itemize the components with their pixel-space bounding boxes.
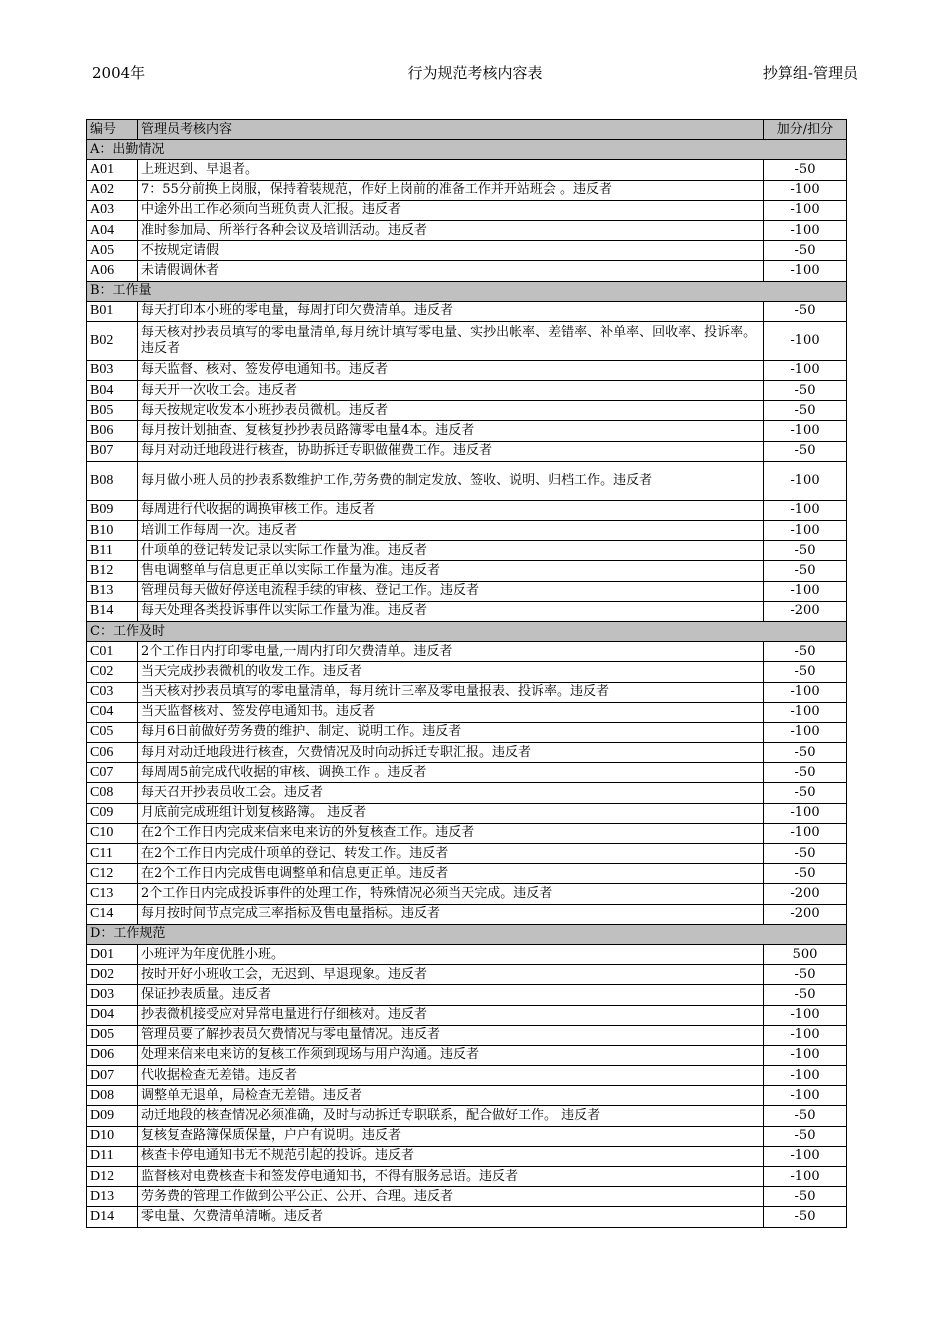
table-row	[87, 743, 847, 763]
row-code: B07	[87, 441, 138, 461]
row-code: B08	[87, 461, 138, 500]
row-score: -50	[764, 381, 847, 401]
row-score: -100	[764, 803, 847, 823]
row-content: 当天核对抄表员填写的零电量清单，每月统计三率及零电量报表、投诉率。违反者	[138, 682, 764, 702]
section-title: D：工作规范	[87, 924, 847, 944]
row-content: 每月做小班人员的抄表系数维护工作,劳务费的制定发放、签收、说明、归档工作。违反者	[138, 461, 764, 500]
row-score: -50	[764, 743, 847, 763]
row-code: B04	[87, 381, 138, 401]
row-score: -50	[764, 1126, 847, 1146]
section-title: C：工作及时	[87, 621, 847, 641]
row-content: 7：55分前换上岗服，保持着装规范，作好上岗前的准备工作并开站班会 。违反者	[138, 180, 764, 200]
column-header-score: 加分/扣分	[764, 120, 847, 140]
row-content: 每月按时间节点完成三率指标及售电量指标。违反者	[138, 904, 764, 924]
row-code: C04	[87, 702, 138, 722]
row-content: 在2个工作日内完成来信来电来访的外复核查工作。违反者	[138, 823, 764, 843]
row-content: 培训工作每周一次。违反者	[138, 521, 764, 541]
row-score: -200	[764, 904, 847, 924]
table-row	[87, 1187, 847, 1207]
row-content: 准时参加局、所举行各种会议及培训活动。违反者	[138, 220, 764, 240]
section-row	[87, 621, 847, 641]
row-content: 代收据检查无差错。违反者	[138, 1066, 764, 1086]
row-content: 每天召开抄表员收工会。违反者	[138, 783, 764, 803]
row-score: -100	[764, 261, 847, 281]
row-code: A02	[87, 180, 138, 200]
row-code: B09	[87, 500, 138, 520]
row-score: -50	[764, 662, 847, 682]
row-code: C08	[87, 783, 138, 803]
row-code: B02	[87, 321, 138, 360]
row-code: B14	[87, 601, 138, 621]
table-row	[87, 1207, 847, 1227]
row-content: 在2个工作日内完成什项单的登记、转发工作。违反者	[138, 844, 764, 864]
row-code: B05	[87, 401, 138, 421]
row-score: -50	[764, 561, 847, 581]
row-content: 每月6日前做好劳务费的维护、制定、说明工作。违反者	[138, 722, 764, 742]
table-row	[87, 803, 847, 823]
row-content: 每周周5前完成代收据的审核、调换工作 。违反者	[138, 763, 764, 783]
table-row	[87, 241, 847, 261]
section-row	[87, 281, 847, 301]
row-score: -50	[764, 763, 847, 783]
row-score: -50	[764, 160, 847, 180]
row-content: 复核复查路簿保质保量，户户有说明。违反者	[138, 1126, 764, 1146]
row-score: -50	[764, 241, 847, 261]
table-row	[87, 401, 847, 421]
row-content: 什项单的登记转发记录以实际工作量为准。违反者	[138, 541, 764, 561]
table-row	[87, 441, 847, 461]
table-row	[87, 581, 847, 601]
section-row	[87, 924, 847, 944]
row-code: C14	[87, 904, 138, 924]
table-row	[87, 783, 847, 803]
header-department: 抄算组-管理员	[762, 64, 858, 82]
page-title: 行为规范考核内容表	[407, 64, 543, 82]
row-score: -50	[764, 401, 847, 421]
page-header	[92, 62, 858, 84]
row-score: -100	[764, 823, 847, 843]
row-code: A03	[87, 200, 138, 220]
table-row	[87, 1045, 847, 1065]
row-content: 每月按计划抽查、复核复抄抄表员路簿零电量4本。违反者	[138, 421, 764, 441]
table-row	[87, 662, 847, 682]
row-content: 未请假调休者	[138, 261, 764, 281]
row-content: 每周进行代收据的调换审核工作。违反者	[138, 500, 764, 520]
row-content: 中途外出工作必须向当班负责人汇报。违反者	[138, 200, 764, 220]
row-code: B12	[87, 561, 138, 581]
row-score: -200	[764, 601, 847, 621]
row-score: -100	[764, 1005, 847, 1025]
row-code: C02	[87, 662, 138, 682]
table-row	[87, 1126, 847, 1146]
row-content: 劳务费的管理工作做到公平公正、公开、合理。违反者	[138, 1187, 764, 1207]
row-score: -100	[764, 1045, 847, 1065]
row-code: C01	[87, 642, 138, 662]
row-content: 管理员每天做好停送电流程手续的审核、登记工作。违反者	[138, 581, 764, 601]
row-content: 抄表微机接受应对异常电量进行仔细核对。违反者	[138, 1005, 764, 1025]
row-score: -50	[764, 783, 847, 803]
row-content: 动迁地段的核查情况必须准确，及时与动拆迁专职联系，配合做好工作。 违反者	[138, 1106, 764, 1126]
assessment-table	[86, 119, 847, 1228]
section-title: B：工作量	[87, 281, 847, 301]
table-row	[87, 1146, 847, 1166]
row-content: 保证抄表质量。违反者	[138, 985, 764, 1005]
row-code: C05	[87, 722, 138, 742]
table-row	[87, 722, 847, 742]
row-code: D08	[87, 1086, 138, 1106]
row-score: -100	[764, 521, 847, 541]
row-code: A01	[87, 160, 138, 180]
row-score: -200	[764, 884, 847, 904]
table-row	[87, 884, 847, 904]
row-score: 500	[764, 944, 847, 964]
row-code: B10	[87, 521, 138, 541]
table-row	[87, 823, 847, 843]
row-content: 每天开一次收工会。违反者	[138, 381, 764, 401]
row-content: 按时开好小班收工会，无迟到、早退现象。违反者	[138, 965, 764, 985]
row-score: -100	[764, 1025, 847, 1045]
row-score: -50	[764, 1207, 847, 1227]
row-score: -100	[764, 1086, 847, 1106]
table-row	[87, 1025, 847, 1045]
table-row	[87, 500, 847, 520]
section-title: A：出勤情况	[87, 140, 847, 160]
table-row	[87, 1167, 847, 1187]
row-score: -50	[764, 965, 847, 985]
row-content: 2个工作日内完成投诉事件的处理工作，特殊情况必须当天完成。违反者	[138, 884, 764, 904]
row-content: 每天打印本小班的零电量，每周打印欠费清单。违反者	[138, 301, 764, 321]
row-code: D12	[87, 1167, 138, 1187]
table-row	[87, 985, 847, 1005]
table-row	[87, 642, 847, 662]
row-score: -50	[764, 844, 847, 864]
row-score: -100	[764, 500, 847, 520]
table-row	[87, 261, 847, 281]
table-row	[87, 360, 847, 380]
row-code: C09	[87, 803, 138, 823]
row-code: D10	[87, 1126, 138, 1146]
row-code: B11	[87, 541, 138, 561]
table-row	[87, 220, 847, 240]
row-score: -50	[764, 301, 847, 321]
row-code: C12	[87, 864, 138, 884]
row-code: D04	[87, 1005, 138, 1025]
row-content: 零电量、欠费清单清晰。违反者	[138, 1207, 764, 1227]
table-row	[87, 763, 847, 783]
row-score: -100	[764, 1167, 847, 1187]
row-code: D07	[87, 1066, 138, 1086]
table-row	[87, 160, 847, 180]
row-code: D06	[87, 1045, 138, 1065]
row-code: D02	[87, 965, 138, 985]
row-code: B13	[87, 581, 138, 601]
row-content: 核查卡停电通知书无不规范引起的投诉。违反者	[138, 1146, 764, 1166]
table-row	[87, 521, 847, 541]
row-code: A06	[87, 261, 138, 281]
table-row	[87, 461, 847, 500]
table-row	[87, 421, 847, 441]
row-content: 不按规定请假	[138, 241, 764, 261]
row-score: -100	[764, 1066, 847, 1086]
table-row	[87, 541, 847, 561]
row-score: -100	[764, 1146, 847, 1166]
row-score: -100	[764, 180, 847, 200]
table-row	[87, 844, 847, 864]
table-row	[87, 904, 847, 924]
row-content: 调整单无退单，局检查无差错。违反者	[138, 1086, 764, 1106]
row-code: C13	[87, 884, 138, 904]
row-content: 每天监督、核对、签发停电通知书。违反者	[138, 360, 764, 380]
table-header-row	[87, 120, 847, 140]
row-score: -100	[764, 321, 847, 360]
row-score: -100	[764, 722, 847, 742]
row-code: D14	[87, 1207, 138, 1227]
row-content: 监督核对电费核查卡和签发停电通知书，不得有服务忌语。违反者	[138, 1167, 764, 1187]
table-row	[87, 1086, 847, 1106]
row-code: B03	[87, 360, 138, 380]
row-content: 每天核对抄表员填写的零电量清单,每月统计填写零电量、实抄出帐率、差错率、补单率、回收率、投诉率。违反者	[138, 321, 764, 360]
row-score: -50	[764, 441, 847, 461]
row-score: -100	[764, 702, 847, 722]
row-code: D03	[87, 985, 138, 1005]
row-score: -50	[764, 1106, 847, 1126]
row-score: -50	[764, 541, 847, 561]
row-score: -100	[764, 581, 847, 601]
row-code: D01	[87, 944, 138, 964]
table-row	[87, 1106, 847, 1126]
header-year: 2004年	[92, 64, 146, 82]
column-header-code: 编号	[87, 120, 138, 140]
row-score: -100	[764, 682, 847, 702]
row-code: B06	[87, 421, 138, 441]
row-content: 月底前完成班组计划复核路簿。 违反者	[138, 803, 764, 823]
row-score: -100	[764, 220, 847, 240]
row-content: 管理员要了解抄表员欠费情况与零电量情况。违反者	[138, 1025, 764, 1045]
row-code: A05	[87, 241, 138, 261]
table-row	[87, 200, 847, 220]
section-row	[87, 140, 847, 160]
column-header-content: 管理员考核内容	[138, 120, 764, 140]
row-content: 当天完成抄表微机的收发工作。违反者	[138, 662, 764, 682]
table-row	[87, 965, 847, 985]
table-row	[87, 321, 847, 360]
row-score: -100	[764, 200, 847, 220]
row-code: D09	[87, 1106, 138, 1126]
table-row	[87, 601, 847, 621]
table-row	[87, 561, 847, 581]
table-row	[87, 864, 847, 884]
row-score: -50	[764, 985, 847, 1005]
row-code: D05	[87, 1025, 138, 1045]
table-row	[87, 301, 847, 321]
row-code: B01	[87, 301, 138, 321]
table-row	[87, 1005, 847, 1025]
row-content: 小班评为年度优胜小班。	[138, 944, 764, 964]
row-content: 处理来信来电来访的复核工作须到现场与用户沟通。违反者	[138, 1045, 764, 1065]
row-content: 售电调整单与信息更正单以实际工作量为准。违反者	[138, 561, 764, 581]
row-code: C10	[87, 823, 138, 843]
table-row	[87, 381, 847, 401]
row-content: 每月对动迁地段进行核查，协助拆迁专职做催费工作。违反者	[138, 441, 764, 461]
row-code: D13	[87, 1187, 138, 1207]
row-code: C07	[87, 763, 138, 783]
row-content: 在2个工作日内完成售电调整单和信息更正单。违反者	[138, 864, 764, 884]
row-content: 每月对动迁地段进行核查，欠费情况及时向动拆迁专职汇报。违反者	[138, 743, 764, 763]
table-row	[87, 1066, 847, 1086]
row-score: -50	[764, 864, 847, 884]
row-code: D11	[87, 1146, 138, 1166]
row-score: -50	[764, 1187, 847, 1207]
row-score: -100	[764, 360, 847, 380]
row-content: 当天监督核对、签发停电通知书。违反者	[138, 702, 764, 722]
table-row	[87, 944, 847, 964]
row-code: C11	[87, 844, 138, 864]
row-code: C06	[87, 743, 138, 763]
row-score: -100	[764, 421, 847, 441]
row-content: 2个工作日内打印零电量,一周内打印欠费清单。违反者	[138, 642, 764, 662]
row-content: 每天处理各类投诉事件以实际工作量为准。违反者	[138, 601, 764, 621]
row-score: -50	[764, 642, 847, 662]
table-row	[87, 180, 847, 200]
table-row	[87, 702, 847, 722]
table-row	[87, 682, 847, 702]
row-score: -100	[764, 461, 847, 500]
row-code: C03	[87, 682, 138, 702]
row-content: 每天按规定收发本小班抄表员微机。违反者	[138, 401, 764, 421]
row-content: 上班迟到、早退者。	[138, 160, 764, 180]
row-code: A04	[87, 220, 138, 240]
